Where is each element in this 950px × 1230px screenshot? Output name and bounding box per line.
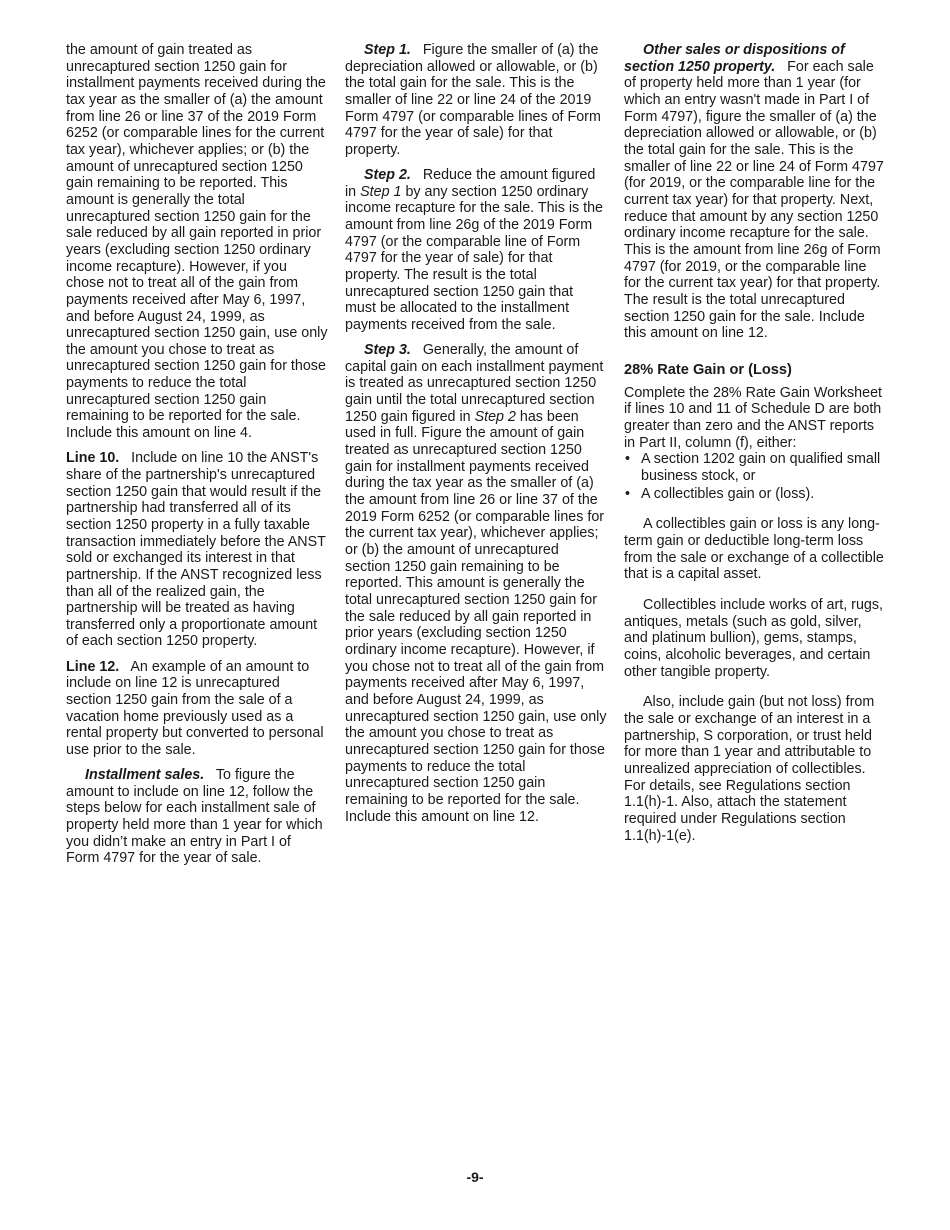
step-3-text-a: Generally, the amount of capital gain on each installment payment is treated as unrecaptured section 1250 gain until the total unrecaptured section 1250 gain figured in [345, 342, 604, 425]
collectibles-examples: Collectibles include works of art, rugs, antiques, metals (such as gold, silver, and platinum bullion), gems, stamps, coins, alcoholic beverages, and certain other tangible property. [624, 597, 883, 680]
list-item: • A collectibles gain or (loss). [625, 485, 815, 502]
installment-sales-text: To figure the amount to include on line 12, follow the steps below for each installment sale of property held more than 1 year for which you didn’t make an entry in Part I of Form 4797 for the year of sale. [66, 767, 323, 867]
page-number: -9- [466, 1169, 484, 1185]
line-10-text: Include on line 10 the ANST's share of the partnership's unrecaptured section 1250 gain that would result if the partnership had transferred all of its section 1250 property in a fully taxable transaction immediately before the ANST sold or exchanged its interest in that partnership. If the ANST recognized less than all of the realized gain, the partnership will be treated as having transferred only a proportionate amount of each section 1250 property. [66, 450, 326, 650]
line-10-paragraph [66, 450, 328, 650]
list-item: • A section 1202 gain on qualified small business stock, or [625, 451, 881, 485]
other-sales-paragraph [624, 42, 886, 342]
step-3-text-b: has been used in full. Figure the amount of gain treated as unrecaptured section 1250 gain for installment payments received during the tax year as the smaller of (a) the amount from line 26 or line 37 of the 2019 Form 6252 (or comparable lines for the current tax year), whichever applies; or (b) the amount of unrecaptured section 1250 gain remaining to be reported. This amount is generally the total unrecaptured section 1250 gain for the sale reduced by all gain reported in prior years (excluding section 1250 ordinary income recapture). However, if you chose not to treat all of the gain from payments received after May 6, 1997, and before August 24, 1999, as unrecaptured section 1250 gain, use only the amount you chose to treat as unrecaptured section 1250 gain for those payments to reduce the total unrecaptured section 1250 gain remaining to be reported for the sale. Include this amount on line 12. [345, 408, 607, 825]
continued-paragraph: the amount of gain treated as unrecaptured section 1250 gain for installment payments received during the tax year as the smaller of (a) the amount from line 26 or line 37 of the 2019 Form 6252 (or comparable lines for the current tax year), whichever applies; or (b) the amount of unrecaptured section 1250 gain remaining to be reported. This amount is generally the total unrecaptured section 1250 gain for the sale reduced by all gain reported in prior years (excluding section 1250 ordinary income recapture). However, if you chose not to treat all of the gain from payments received after May 6, 1997, and before August 24, 1999, as unrecaptured section 1250 gain, use only the amount you chose to treat as unrecaptured section 1250 gain for those payments to reduce the total unrecaptured section 1250 gain remaining to be reported for the sale. Include this amount on line 4. [66, 42, 328, 442]
step-2-ref: Step 1 [360, 183, 402, 200]
line-12-text: An example of an amount to include on line 12 is unrecaptured section 1250 gain from the sale of a vacation home previously used as a rental property but converted to personal use prior to the sale. [66, 658, 324, 758]
step-1-paragraph [345, 42, 607, 159]
step-2-text-a: Reduce the amount figured in [345, 167, 596, 200]
step-2-text-b: by any section 1250 ordinary income recapture for the sale. This is the amount from line 26g of the 2019 Form 4797 (or the comparable line of Form 4797 for the year of sale) for that property. The result is the total unrecaptured section 1250 gain that must be allocated to the installment payments received from the sale. [345, 183, 604, 333]
step-1-heading: Step 1. [364, 42, 411, 58]
collectibles-definition: A collectibles gain or loss is any long-term gain or deductible long-term loss from the sale or exchange of a collectible that is a capital asset. [624, 516, 884, 583]
step-3-paragraph [345, 342, 607, 825]
collectibles-appreciation: Also, include gain (but not loss) from the sale or exchange of an interest in a partnership, S corporation, or trust held for more than 1 year and attributable to unrealized appreciation of collectibles. For details, see Regulations section 1.1(h)-1. Also, attach the statement required under Regulations section 1.1(h)-1(e). [624, 694, 875, 844]
other-sales-text: For each sale of property held more than 1 year (for which an entry wasn't made in Part I of Form 4797), figure the smaller of (a) the depreciation allowed or allowable, or (b) the total gain for the sale. This is the smaller of line 22 or line 24 of Form 4797 (for 2019, or the comparable line for the current tax year) for that property. Next, reduce that amount by any section 1250 ordinary income recapture for the sale. This is the amount from line 26g of Form 4797 (for 2019, or the comparable line for the current tax year) for that property. The result is the total unrecaptured section 1250 gain for the sale. Include this amount on line 12. [624, 58, 884, 342]
line-10-heading: Line 10. [66, 450, 120, 467]
line-12-paragraph [66, 659, 328, 759]
installment-sales-paragraph [66, 767, 328, 867]
step-1-text: Figure the smaller of (a) the depreciation allowed or allowable, or (b) the total gain for the sale. This is the smaller of line 22 or line 24 of the 2019 Form 4797 (or comparable lines of Form 4797 for the year of sale) for that property. [345, 42, 601, 158]
bullet-list [624, 451, 886, 502]
line-12-heading: Line 12. [66, 658, 120, 675]
installment-sales-heading: Installment sales. [85, 767, 205, 784]
step-3-heading: Step 3. [364, 342, 411, 359]
worksheet-intro: Complete the 28% Rate Gain Worksheet if lines 10 and 11 of Schedule D are both greater than zero and the ANST reports in Part II, column (f), either: [624, 384, 883, 451]
column-middle [345, 42, 607, 834]
step-2-heading: Step 2. [364, 167, 411, 184]
step-3-ref: Step 2 [474, 408, 516, 425]
bullet-icon: • [625, 451, 631, 468]
column-right [624, 42, 886, 853]
other-sales-heading: Other sales or dispositions of section 1250 property. [624, 42, 845, 75]
bullet-icon: • [625, 485, 631, 502]
column-left [66, 42, 328, 876]
section-title-28-rate: 28% Rate Gain or (Loss) [624, 361, 792, 378]
step-2-paragraph [345, 167, 607, 334]
